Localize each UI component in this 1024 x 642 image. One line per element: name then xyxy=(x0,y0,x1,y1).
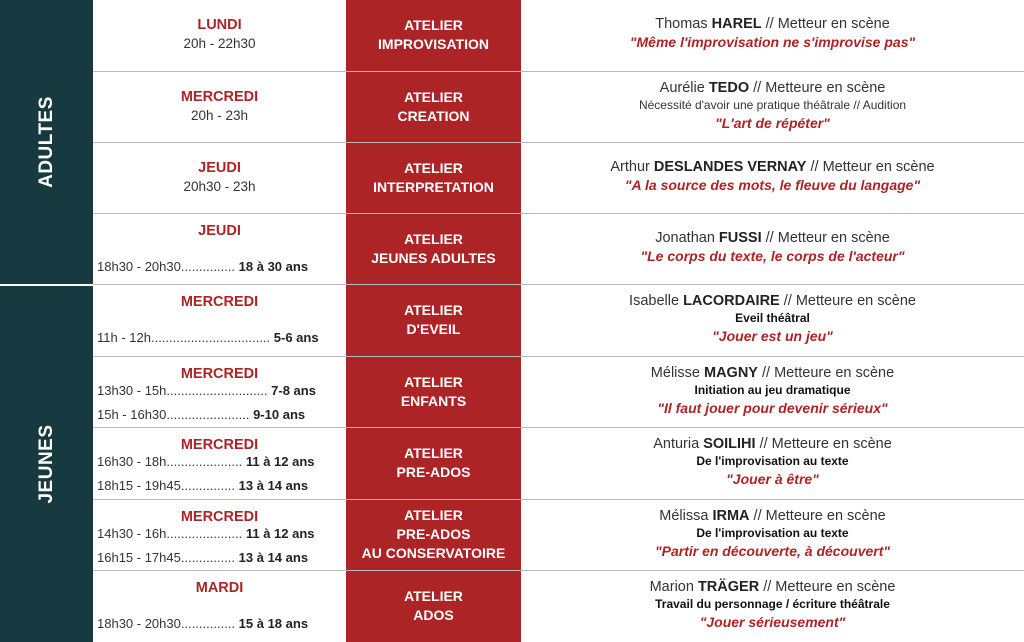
slot-age: 13 à 14 ans xyxy=(238,550,309,565)
teacher-last-name: TEDO xyxy=(708,80,750,96)
teacher-last-name: DESLANDES VERNAY xyxy=(653,159,807,175)
teacher-first-name: Mélissa xyxy=(659,508,713,524)
teacher-first-name: Jonathan xyxy=(655,230,719,246)
teacher-first-name: Isabelle xyxy=(629,293,684,309)
teacher-name xyxy=(521,435,1024,453)
atelier-label xyxy=(346,506,521,563)
slot-age: 11 à 12 ans xyxy=(245,454,315,469)
slot-age: 9-10 ans xyxy=(253,407,306,422)
teacher-name xyxy=(521,292,1024,310)
teacher-last-name: HAREL xyxy=(711,16,762,32)
schedule-slot xyxy=(97,616,308,631)
atelier-label xyxy=(346,444,521,482)
table-row xyxy=(93,500,1024,571)
atelier-label-line: ATELIER xyxy=(404,374,463,390)
teacher-first-name: Aurélie xyxy=(659,80,709,96)
course-quote: "Partir en découverte, à découvert" xyxy=(654,543,891,559)
teacher-info xyxy=(521,158,1024,195)
slot-age: 15 à 18 ans xyxy=(238,616,309,631)
teacher-role: // Metteure en scène xyxy=(779,293,916,309)
course-quote: "L'art de répéter" xyxy=(715,115,830,131)
hours: 20h - 22h30 xyxy=(183,36,256,51)
schedule-slot xyxy=(97,526,315,541)
atelier-label xyxy=(346,88,521,126)
teacher-name xyxy=(521,364,1024,382)
course-quote: "Jouer à être" xyxy=(726,471,819,487)
teacher-info xyxy=(521,578,1024,632)
atelier-label-line: PRE-ADOS xyxy=(396,464,471,480)
teacher-name xyxy=(521,158,1024,176)
atelier-label-line: ATELIER xyxy=(404,588,463,604)
course-note: Travail du personnage / écriture théâtrale xyxy=(655,597,890,611)
teacher-role: // Metteure en scène xyxy=(749,80,886,96)
atelier-label-line: AU CONSERVATOIRE xyxy=(361,545,506,561)
teacher-last-name: TRÄGER xyxy=(697,579,760,595)
slot-age: 18 à 30 ans xyxy=(238,259,309,274)
teacher-last-name: MAGNY xyxy=(703,365,758,381)
slot-time: 18h30 - 20h30............... xyxy=(97,259,239,274)
atelier-label-line: CREATION xyxy=(397,108,470,124)
day-name: JEUDI xyxy=(198,223,241,239)
teacher-last-name: SOILIHI xyxy=(703,436,756,452)
schedule-slot xyxy=(97,407,305,422)
teacher-first-name: Mélisse xyxy=(650,365,704,381)
course-note: Initiation au jeu dramatique xyxy=(694,383,851,397)
teacher-info xyxy=(521,292,1024,346)
schedule-slot xyxy=(97,478,308,493)
teacher-role: // Metteure en scène xyxy=(759,579,896,595)
teacher-role: // Metteur en scène xyxy=(761,230,890,246)
teacher-name xyxy=(521,578,1024,596)
section-adultes-label: ADULTES xyxy=(35,96,57,188)
teacher-last-name: FUSSI xyxy=(718,230,762,246)
slot-time: 14h30 - 16h..................... xyxy=(97,526,246,541)
teacher-name xyxy=(521,507,1024,525)
teacher-first-name: Thomas xyxy=(655,16,712,32)
teacher-name xyxy=(521,229,1024,247)
course-quote: "Jouer est un jeu" xyxy=(712,328,833,344)
atelier-label-line: INTERPRETATION xyxy=(373,179,494,195)
teacher-role: // Metteur en scène xyxy=(761,16,890,32)
teacher-role: // Metteure en scène xyxy=(755,436,892,452)
slot-age: 7-8 ans xyxy=(271,383,316,398)
slot-time: 16h30 - 18h..................... xyxy=(97,454,246,469)
atelier-label xyxy=(346,16,521,54)
slot-time: 13h30 - 15h............................ xyxy=(97,383,272,398)
atelier-label-line: JEUNES ADULTES xyxy=(371,250,496,266)
teacher-role: // Metteure en scène xyxy=(757,365,895,381)
section-jeunes xyxy=(0,286,93,642)
atelier-label-line: ATELIER xyxy=(404,302,463,318)
section-jeunes-label: JEUNES xyxy=(35,424,57,504)
teacher-info xyxy=(521,15,1024,52)
schedule-slot xyxy=(97,383,316,398)
course-quote: "Il faut jouer pour devenir sérieux" xyxy=(657,400,888,416)
atelier-label-line: IMPROVISATION xyxy=(378,36,489,52)
atelier-label-line: ATELIER xyxy=(404,231,463,247)
teacher-first-name: Marion xyxy=(649,579,698,595)
atelier-label-line: ATELIER xyxy=(404,507,463,523)
slot-time: 15h - 16h30....................... xyxy=(97,407,254,422)
section-adultes xyxy=(0,0,93,284)
atelier-label-line: ENFANTS xyxy=(400,393,467,409)
table-row xyxy=(93,357,1024,428)
course-note: Eveil théâtral xyxy=(735,311,810,325)
day-name: JEUDI xyxy=(198,160,241,176)
teacher-name xyxy=(521,79,1024,97)
slot-time: 18h30 - 20h30............... xyxy=(97,616,239,631)
teacher-info xyxy=(521,229,1024,266)
atelier-label xyxy=(346,301,521,339)
atelier-label-line: ATELIER xyxy=(404,160,463,176)
teacher-first-name: Anturia xyxy=(653,436,704,452)
table-row xyxy=(93,428,1024,500)
day-name: LUNDI xyxy=(197,17,242,33)
course-note: De l'improvisation au texte xyxy=(696,526,849,540)
course-quote: "Jouer sérieusement" xyxy=(699,614,846,630)
atelier-label-line: ADOS xyxy=(413,607,454,623)
teacher-last-name: IRMA xyxy=(712,508,750,524)
table-row xyxy=(93,214,1024,285)
atelier-label xyxy=(346,373,521,411)
day-name: MERCREDI xyxy=(180,294,259,310)
slot-age: 13 à 14 ans xyxy=(238,478,309,493)
teacher-last-name: LACORDAIRE xyxy=(683,293,780,309)
course-quote: "Le corps du texte, le corps de l'acteur" xyxy=(640,248,905,264)
slot-time: 16h15 - 17h45............... xyxy=(97,550,239,565)
teacher-info xyxy=(521,435,1024,489)
teacher-role: // Metteure en scène xyxy=(749,508,886,524)
atelier-label-line: ATELIER xyxy=(404,445,463,461)
atelier-label-line: ATELIER xyxy=(404,89,463,105)
slot-time: 18h15 - 19h45............... xyxy=(97,478,239,493)
schedule-slot xyxy=(97,259,308,274)
teacher-info xyxy=(521,364,1024,418)
course-quote: "Même l'improvisation ne s'improvise pas" xyxy=(629,34,916,50)
day-name: MERCREDI xyxy=(180,89,259,105)
table-row xyxy=(93,0,1024,72)
course-note: Nécessité d'avoir une pratique théâtrale // Audition xyxy=(638,98,907,112)
teacher-info xyxy=(521,79,1024,133)
schedule-slot xyxy=(97,454,315,469)
course-note: De l'improvisation au texte xyxy=(696,454,849,468)
course-quote: "A la source des mots, le fleuve du langage" xyxy=(624,177,921,193)
day-name: MERCREDI xyxy=(180,437,259,453)
slot-time: 11h - 12h................................. xyxy=(97,330,274,345)
table-row xyxy=(93,72,1024,143)
day-name: MERCREDI xyxy=(180,509,259,525)
teacher-first-name: Arthur xyxy=(610,159,654,175)
table-row xyxy=(93,143,1024,214)
day-name: MARDI xyxy=(195,580,244,596)
atelier-label xyxy=(346,230,521,268)
hours: 20h30 - 23h xyxy=(183,179,256,194)
teacher-name xyxy=(521,15,1024,33)
hours: 20h - 23h xyxy=(190,108,249,123)
schedule-slot xyxy=(97,550,308,565)
atelier-label-line: PRE-ADOS xyxy=(396,526,471,542)
atelier-label xyxy=(346,159,521,197)
atelier-label-line: ATELIER xyxy=(404,17,463,33)
day-name: MERCREDI xyxy=(180,366,259,382)
schedule-slot xyxy=(97,330,319,345)
slot-age: 5-6 ans xyxy=(273,330,319,345)
teacher-info xyxy=(521,507,1024,561)
slot-age: 11 à 12 ans xyxy=(245,526,315,541)
table-row xyxy=(93,571,1024,642)
atelier-label xyxy=(346,587,521,625)
teacher-role: // Metteur en scène xyxy=(806,159,935,175)
table-row xyxy=(93,285,1024,357)
atelier-label-line: D'EVEIL xyxy=(406,321,461,337)
